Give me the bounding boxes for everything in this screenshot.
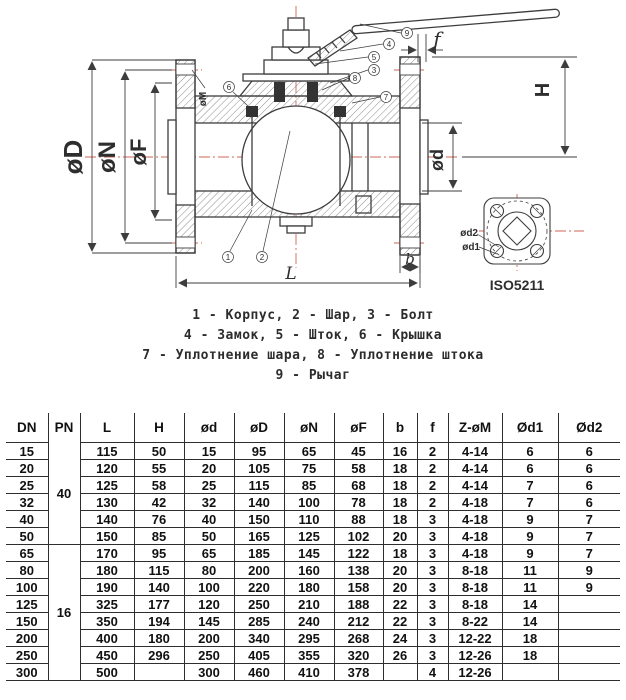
table-row-dn-250 <box>6 647 620 664</box>
cell-Ød2 <box>558 596 620 613</box>
cell-Ød2 <box>558 613 620 630</box>
cell-b: 22 <box>383 596 417 613</box>
cell-øD: 200 <box>234 562 284 579</box>
cell-dn: 15 <box>6 443 48 460</box>
valve-section-drawing <box>0 0 626 302</box>
cell-ød: 200 <box>184 630 234 647</box>
cell-Ød2: 9 <box>558 562 620 579</box>
cell-ød: 80 <box>184 562 234 579</box>
col-header-Z-øM: Z-øM <box>448 413 502 443</box>
parts-legend <box>13 306 613 386</box>
cell-f: 3 <box>417 630 448 647</box>
cell-b: 24 <box>383 630 417 647</box>
left-flange <box>168 60 195 253</box>
seat-left <box>246 106 258 117</box>
cell-ød: 120 <box>184 596 234 613</box>
cell-Z-øM: 8-18 <box>448 596 502 613</box>
cell-H: 76 <box>134 511 184 528</box>
callout-2: 2 <box>259 253 265 262</box>
dim-label-oN: øN <box>94 141 121 173</box>
cell-Z-øM: 4-14 <box>448 460 502 477</box>
cell-øF: 188 <box>334 596 383 613</box>
callout-3: 3 <box>371 66 377 75</box>
callout-6: 6 <box>226 83 232 92</box>
cell-Ød2: 6 <box>558 443 620 460</box>
table-row-dn-50 <box>6 528 620 545</box>
dim-label-oD: øD <box>58 139 88 175</box>
dim-label-oM: øM <box>198 91 209 107</box>
col-header-b: b <box>383 413 417 443</box>
cell-b: 18 <box>383 511 417 528</box>
iso-label-od2: ød2 <box>460 228 478 239</box>
cell-b: 18 <box>383 460 417 477</box>
cell-øD: 405 <box>234 647 284 664</box>
iso-label-od1: ød1 <box>462 242 480 253</box>
cell-b: 20 <box>383 562 417 579</box>
cell-øN: 65 <box>284 443 334 460</box>
cell-Ød1: 14 <box>502 613 558 630</box>
cell-pn-group-16: 16 <box>48 545 80 681</box>
cell-øF: 320 <box>334 647 383 664</box>
ball <box>242 106 350 214</box>
cell-øN: 125 <box>284 528 334 545</box>
cell-L: 115 <box>80 443 134 460</box>
cell-L: 325 <box>80 596 134 613</box>
table-row-dn-32 <box>6 494 620 511</box>
col-header-Ød1: Ød1 <box>502 413 558 443</box>
dim-label-oF: øF <box>126 138 151 166</box>
cell-øD: 340 <box>234 630 284 647</box>
callout-7: 7 <box>383 93 389 102</box>
cell-f: 3 <box>417 545 448 562</box>
stem-packing-left <box>274 82 285 102</box>
cell-øN: 295 <box>284 630 334 647</box>
cell-øF: 212 <box>334 613 383 630</box>
cell-L: 150 <box>80 528 134 545</box>
cell-H: 296 <box>134 647 184 664</box>
cell-øF: 268 <box>334 630 383 647</box>
table-row-dn-15 <box>6 443 620 460</box>
cell-H: 95 <box>134 545 184 562</box>
cell-Ød1: 11 <box>502 579 558 596</box>
col-header-Ød2: Ød2 <box>558 413 620 443</box>
cell-Ød2: 7 <box>558 528 620 545</box>
cell-f: 3 <box>417 596 448 613</box>
cell-øF: 58 <box>334 460 383 477</box>
table-row-dn-125 <box>6 596 620 613</box>
cell-ød: 100 <box>184 579 234 596</box>
dim-label-H: H <box>532 82 554 98</box>
dim-label-od: ød <box>427 149 447 171</box>
dimensions-table <box>6 413 620 681</box>
right-flange <box>400 57 428 255</box>
cell-ød: 300 <box>184 664 234 681</box>
col-header-ød: ød <box>184 413 234 443</box>
cell-Ød1: 18 <box>502 647 558 664</box>
table-row-dn-65 <box>6 545 620 562</box>
cell-H: 140 <box>134 579 184 596</box>
cell-L: 120 <box>80 460 134 477</box>
cell-Ød1: 9 <box>502 545 558 562</box>
col-header-H: H <box>134 413 184 443</box>
cell-f: 3 <box>417 579 448 596</box>
cell-dn: 65 <box>6 545 48 562</box>
cell-dn: 125 <box>6 596 48 613</box>
cell-Z-øM: 4-18 <box>448 528 502 545</box>
cell-f: 3 <box>417 647 448 664</box>
cell-H: 115 <box>134 562 184 579</box>
cell-H: 85 <box>134 528 184 545</box>
cell-ød: 145 <box>184 613 234 630</box>
cell-L: 140 <box>80 511 134 528</box>
cell-f: 2 <box>417 477 448 494</box>
col-header-PN: PN <box>48 413 80 443</box>
dimensions-table-wrap <box>6 413 620 681</box>
cell-øD: 285 <box>234 613 284 630</box>
cell-øD: 150 <box>234 511 284 528</box>
cell-Ød1: 7 <box>502 477 558 494</box>
cell-Ød2: 6 <box>558 460 620 477</box>
cell-Z-øM: 12-26 <box>448 647 502 664</box>
cell-H: 194 <box>134 613 184 630</box>
cell-Ød1: 9 <box>502 528 558 545</box>
cell-Ød2 <box>558 664 620 681</box>
table-row-dn-20 <box>6 460 620 477</box>
cell-øF: 122 <box>334 545 383 562</box>
cell-øF: 378 <box>334 664 383 681</box>
table-body <box>6 443 620 681</box>
cell-dn: 250 <box>6 647 48 664</box>
cell-øD: 105 <box>234 460 284 477</box>
table-row-dn-100 <box>6 579 620 596</box>
cell-øD: 95 <box>234 443 284 460</box>
table-row-dn-200 <box>6 630 620 647</box>
cell-øF: 78 <box>334 494 383 511</box>
cell-dn: 25 <box>6 477 48 494</box>
cell-b: 20 <box>383 528 417 545</box>
cell-Z-øM: 4-14 <box>448 443 502 460</box>
cell-H: 42 <box>134 494 184 511</box>
cell-øF: 102 <box>334 528 383 545</box>
cell-Ød1: 9 <box>502 511 558 528</box>
cell-øD: 460 <box>234 664 284 681</box>
cell-ød: 65 <box>184 545 234 562</box>
cell-dn: 100 <box>6 579 48 596</box>
cell-dn: 50 <box>6 528 48 545</box>
cell-b: 18 <box>383 477 417 494</box>
cell-b: 22 <box>383 613 417 630</box>
cell-Z-øM: 4-18 <box>448 494 502 511</box>
cell-f: 3 <box>417 528 448 545</box>
cell-Z-øM: 12-26 <box>448 664 502 681</box>
col-header-øD: øD <box>234 413 284 443</box>
table-row-dn-150 <box>6 613 620 630</box>
cell-øF: 138 <box>334 562 383 579</box>
cell-L: 400 <box>80 630 134 647</box>
cell-øN: 85 <box>284 477 334 494</box>
cell-Ød1: 6 <box>502 460 558 477</box>
cell-L: 190 <box>80 579 134 596</box>
col-header-L: L <box>80 413 134 443</box>
cell-Z-øM: 4-14 <box>448 477 502 494</box>
cell-Ød1: 6 <box>502 443 558 460</box>
cell-øF: 68 <box>334 477 383 494</box>
cell-dn: 80 <box>6 562 48 579</box>
cell-øN: 180 <box>284 579 334 596</box>
cell-Ød1 <box>502 664 558 681</box>
col-header-f: f <box>417 413 448 443</box>
cell-Ød2 <box>558 647 620 664</box>
cell-øN: 75 <box>284 460 334 477</box>
cell-Ød2: 7 <box>558 511 620 528</box>
col-header-øF: øF <box>334 413 383 443</box>
cell-øN: 240 <box>284 613 334 630</box>
cell-L: 180 <box>80 562 134 579</box>
cell-øD: 185 <box>234 545 284 562</box>
cell-øF: 45 <box>334 443 383 460</box>
cell-f: 3 <box>417 562 448 579</box>
drain-plug <box>280 217 312 226</box>
table-row-dn-25 <box>6 477 620 494</box>
seat-right <box>334 106 346 117</box>
table-row-dn-80 <box>6 562 620 579</box>
cell-dn: 40 <box>6 511 48 528</box>
dim-label-f: f <box>433 27 441 51</box>
cell-L: 350 <box>80 613 134 630</box>
table-row-dn-300 <box>6 664 620 681</box>
cell-Z-øM: 8-22 <box>448 613 502 630</box>
cell-b: 16 <box>383 443 417 460</box>
cell-L: 125 <box>80 477 134 494</box>
legend-line-4: 9 - Рычаг <box>275 368 351 383</box>
legend-line-3: 7 - Уплотнение шара, 8 - Уплотнение штока <box>142 348 484 363</box>
cell-ød: 250 <box>184 647 234 664</box>
cell-H: 50 <box>134 443 184 460</box>
cell-Ød1: 7 <box>502 494 558 511</box>
col-header-DN: DN <box>6 413 48 443</box>
cell-øN: 410 <box>284 664 334 681</box>
cell-ød: 20 <box>184 460 234 477</box>
cell-b <box>383 664 417 681</box>
legend-line-1: 1 - Корпус, 2 - Шар, 3 - Болт <box>192 308 434 323</box>
bonnet-stem <box>240 18 352 102</box>
legend-line-2: 4 - Замок, 5 - Шток, 6 - Крышка <box>183 328 443 343</box>
cell-H: 55 <box>134 460 184 477</box>
cell-øD: 140 <box>234 494 284 511</box>
callout-5: 5 <box>371 53 377 62</box>
cell-Z-øM: 4-18 <box>448 511 502 528</box>
cell-f: 3 <box>417 511 448 528</box>
cell-Ød2: 6 <box>558 477 620 494</box>
cell-Ød1: 11 <box>502 562 558 579</box>
cell-dn: 300 <box>6 664 48 681</box>
cell-øN: 145 <box>284 545 334 562</box>
cell-H <box>134 664 184 681</box>
callout-8: 8 <box>352 74 358 83</box>
cell-øF: 88 <box>334 511 383 528</box>
dim-label-b: b <box>405 250 415 268</box>
cell-dn: 20 <box>6 460 48 477</box>
cell-øN: 110 <box>284 511 334 528</box>
cell-øN: 355 <box>284 647 334 664</box>
cell-f: 4 <box>417 664 448 681</box>
stem-packing-right <box>307 82 318 102</box>
cell-H: 180 <box>134 630 184 647</box>
cell-Ød1: 14 <box>502 596 558 613</box>
cell-Ød2: 9 <box>558 579 620 596</box>
cell-L: 170 <box>80 545 134 562</box>
header-row <box>6 413 620 443</box>
cell-dn: 150 <box>6 613 48 630</box>
cell-øD: 220 <box>234 579 284 596</box>
cell-H: 177 <box>134 596 184 613</box>
cell-ød: 50 <box>184 528 234 545</box>
cell-b: 20 <box>383 579 417 596</box>
cell-Ød1: 18 <box>502 630 558 647</box>
dim-label-L: L <box>285 264 297 284</box>
valve-drawing-svg <box>0 0 626 302</box>
cell-øD: 115 <box>234 477 284 494</box>
cell-L: 500 <box>80 664 134 681</box>
cell-Ød2: 7 <box>558 545 620 562</box>
iso5211-caption: ISO5211 <box>489 277 545 293</box>
cell-ød: 40 <box>184 511 234 528</box>
cell-Z-øM: 8-18 <box>448 579 502 596</box>
cell-Ød2: 6 <box>558 494 620 511</box>
callout-4: 4 <box>386 40 392 49</box>
callout-1: 1 <box>225 253 231 262</box>
cell-øN: 160 <box>284 562 334 579</box>
cell-Ød2 <box>558 630 620 647</box>
cell-ød: 25 <box>184 477 234 494</box>
cell-øD: 165 <box>234 528 284 545</box>
cell-L: 450 <box>80 647 134 664</box>
cell-b: 18 <box>383 545 417 562</box>
cell-dn: 200 <box>6 630 48 647</box>
cell-f: 2 <box>417 494 448 511</box>
cell-Z-øM: 8-18 <box>448 562 502 579</box>
iso5211-detail <box>477 198 550 264</box>
cell-b: 26 <box>383 647 417 664</box>
cell-L: 130 <box>80 494 134 511</box>
cell-Z-øM: 4-18 <box>448 545 502 562</box>
cell-øF: 158 <box>334 579 383 596</box>
cell-Z-øM: 12-22 <box>448 630 502 647</box>
cell-øN: 210 <box>284 596 334 613</box>
cell-ød: 32 <box>184 494 234 511</box>
cell-øD: 250 <box>234 596 284 613</box>
cell-b: 18 <box>383 494 417 511</box>
col-header-øN: øN <box>284 413 334 443</box>
table-header <box>6 413 620 443</box>
cell-ød: 15 <box>184 443 234 460</box>
cell-f: 3 <box>417 613 448 630</box>
cell-f: 2 <box>417 443 448 460</box>
cell-f: 2 <box>417 460 448 477</box>
cell-pn-group-40: 40 <box>48 443 80 545</box>
cell-øN: 100 <box>284 494 334 511</box>
callout-9: 9 <box>404 29 410 38</box>
cell-H: 58 <box>134 477 184 494</box>
table-row-dn-40 <box>6 511 620 528</box>
cell-dn: 32 <box>6 494 48 511</box>
